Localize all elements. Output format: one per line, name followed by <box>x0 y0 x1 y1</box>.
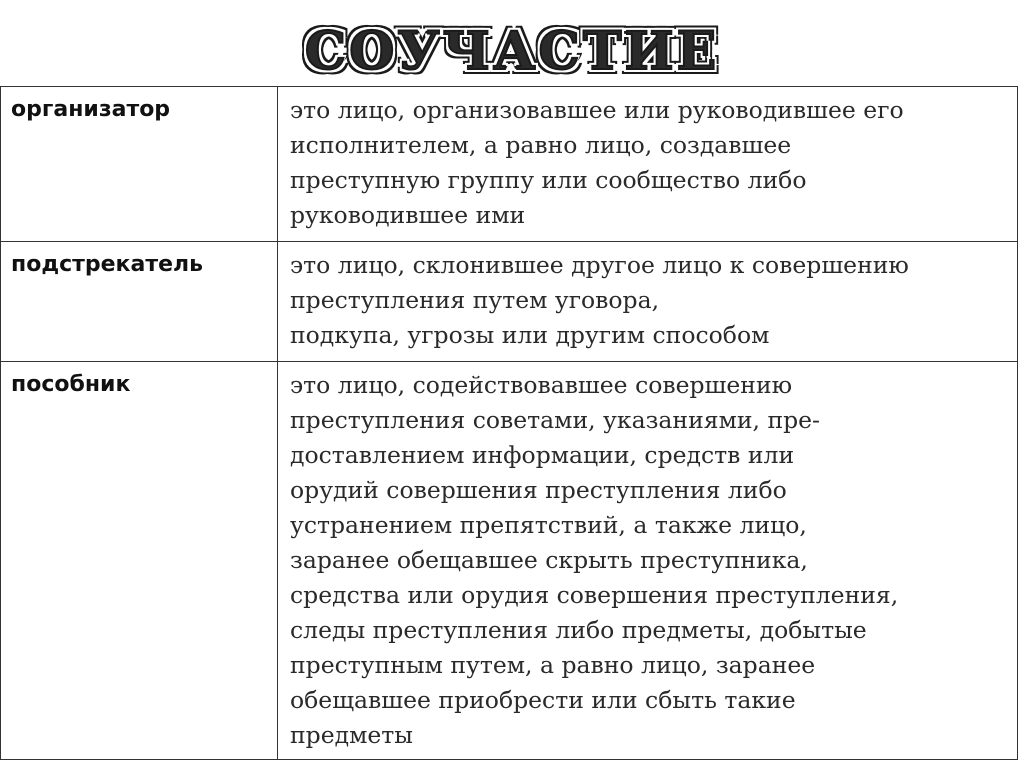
definition-line: руководившее ими <box>290 201 526 229</box>
definition-line: преступным путем, а равно лицо, заранее <box>290 651 816 679</box>
term-cell: подстрекатель <box>1 242 278 362</box>
definition-cell <box>278 242 1018 362</box>
table-row <box>1 242 1018 362</box>
term-cell: организатор <box>1 87 278 242</box>
definition-line: преступления путем уговора, <box>290 286 660 314</box>
definition-line: это лицо, склонившее другое лицо к совершению <box>290 251 909 279</box>
definition-line: средства или орудия совершения преступления, <box>290 581 899 609</box>
table-row <box>1 362 1018 760</box>
definition-line: орудий совершения преступления либо <box>290 476 787 504</box>
definition-line: устранением препятствий, а также лицо, <box>290 511 807 539</box>
definition-line: заранее обещавшее скрыть преступника, <box>290 546 808 574</box>
definition-line: обещавшее приобрести или сбыть такие <box>290 686 796 714</box>
definitions-table <box>0 86 1018 760</box>
table-row <box>1 87 1018 242</box>
page-title: СОУЧАСТИЕ <box>304 21 720 82</box>
definition-line: это лицо, организовавшее или руководившее его <box>290 96 904 124</box>
definition-line: это лицо, содействовавшее совершению <box>290 371 793 399</box>
definition-line: преступную группу или сообщество либо <box>290 166 807 194</box>
term-cell: пособник <box>1 362 278 760</box>
definition-line: следы преступления либо предметы, добытые <box>290 616 867 644</box>
definition-line: подкупа, угрозы или другим способом <box>290 321 770 349</box>
definition-line: доставлением информации, средств или <box>290 441 795 469</box>
definition-line: исполнителем, а равно лицо, создавшее <box>290 131 792 159</box>
definition-line: преступления советами, указаниями, пре- <box>290 406 821 434</box>
definition-cell <box>278 87 1018 242</box>
definition-cell <box>278 362 1018 760</box>
definition-line: предметы <box>290 721 413 749</box>
